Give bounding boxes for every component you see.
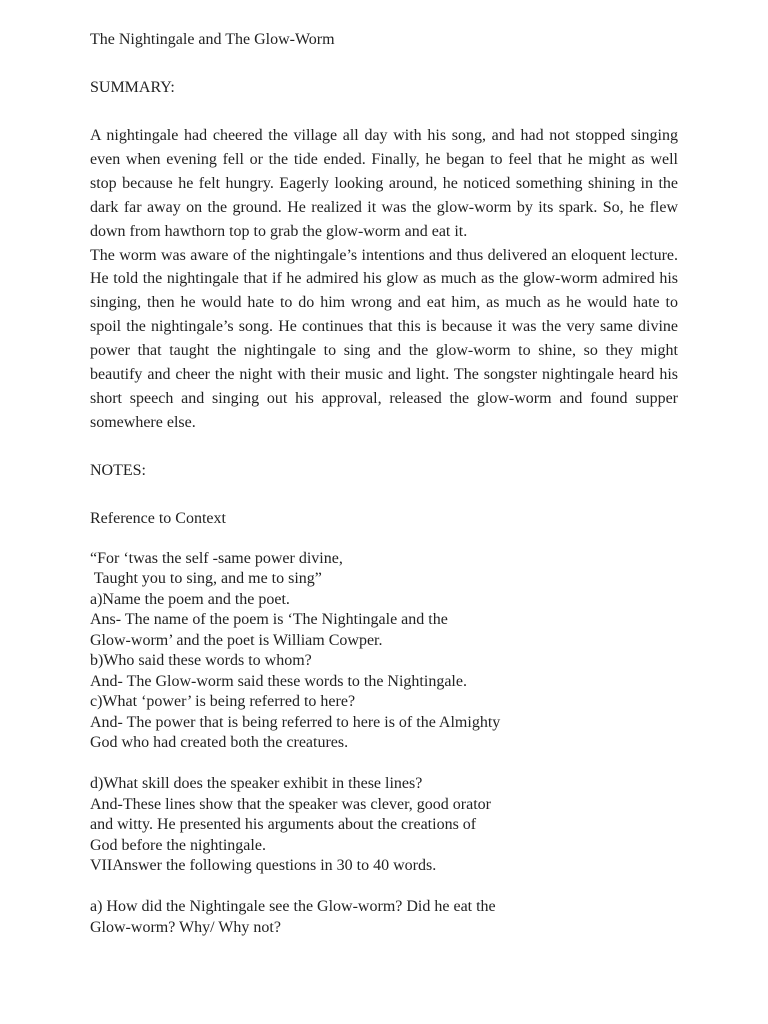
question-line: a)Name the poem and the poet. <box>90 590 290 608</box>
context-questions <box>90 549 678 939</box>
question-line: Glow-worm? Why/ Why not? <box>90 918 281 936</box>
quote-line: “For ‘twas the self -same power divine, <box>90 549 343 567</box>
summary-paragraph: The worm was aware of the nightingale’s intentions and thus delivered an eloquent lecture. He told the nightingale that if he admired his glow as much as the glow-worm admired his singing, then he would hate to do him wrong and eat him, as much as he would hate to spoil the nightingale’s song. He continues that this is because it was the very same divine power that taught the nightingale to sing and the glow-worm to shine, so they might beautify and cheer the night with their music and light. The songster nightingale heard his short speech and singing out his approval, released the glow-worm and found supper somewhere else. <box>90 246 678 431</box>
spacer <box>90 877 678 898</box>
notes-heading: NOTES: <box>90 461 146 479</box>
question-line: c)What ‘power’ is being referred to here? <box>90 693 356 711</box>
summary-section <box>90 124 678 435</box>
quote-line: Taught you to sing, and me to sing” <box>90 570 322 588</box>
answer-line: And-These lines show that the speaker was clever, good orator <box>90 795 492 813</box>
summary-heading: SUMMARY: <box>90 79 175 96</box>
question-line: b)Who said these words to whom? <box>90 652 312 670</box>
answer-line: Glow-worm’ and the poet is William Cowper. <box>90 631 383 649</box>
answer-line: Ans- The name of the poem is ‘The Nightingale and the <box>90 611 448 629</box>
reference-heading: Reference to Context <box>90 509 226 527</box>
summary-paragraph: A nightingale had cheered the village all day with his song, and had not stopped singing even when evening fell or the tide ended. Finally, he began to feel that he might as well stop because he felt hungry. Eagerly looking around, he noticed something shining in the dark far away on the ground. He realized it was the glow-worm by its spark. So, he flew down from hawthorn top to grab the glow-worm and eat it. <box>90 127 678 240</box>
answer-line: And- The Glow-worm said these words to the Nightingale. <box>90 672 467 690</box>
document-page <box>90 28 678 938</box>
spacer <box>90 754 678 775</box>
answer-line: God who had created both the creatures. <box>90 734 349 752</box>
document-title: The Nightingale and The Glow-Worm <box>90 31 335 48</box>
section-instruction: VIIAnswer the following questions in 30 to 40 words. <box>90 857 437 875</box>
question-line: d)What skill does the speaker exhibit in these lines? <box>90 775 423 793</box>
answer-line: God before the nightingale. <box>90 836 266 854</box>
question-line: a) How did the Nightingale see the Glow-worm? Did he eat the <box>90 898 496 916</box>
answer-line: And- The power that is being referred to here is of the Almighty <box>90 713 501 731</box>
answer-line: and witty. He presented his arguments about the creations of <box>90 816 477 834</box>
